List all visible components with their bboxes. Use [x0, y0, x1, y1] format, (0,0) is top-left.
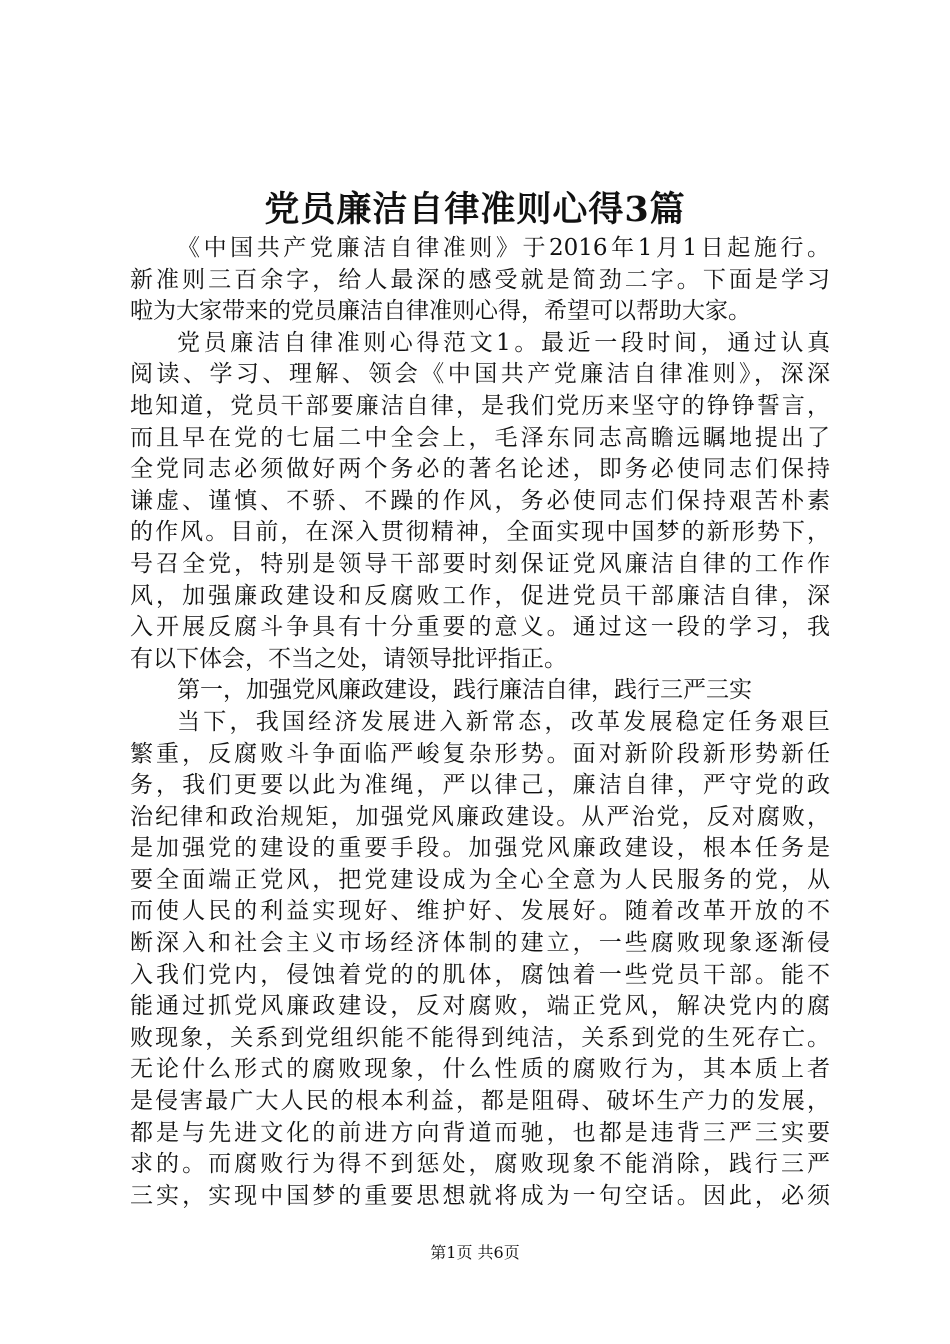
paragraph-line: 求的。而腐败行为得不到惩处，腐败现象不能消除，践行三严: [130, 1151, 830, 1178]
paragraph-line: 三实，实现中国梦的重要思想就将成为一句空话。因此，必须: [130, 1182, 830, 1209]
paragraph-line: 阅读、学习、理解、领会《中国共产党廉洁自律准则》，深深: [130, 361, 830, 388]
paragraph-line: 啦为大家带来的党员廉洁自律准则心得，希望可以帮助大家。: [130, 298, 751, 325]
paragraph-line: 是加强党的建设的重要手段。加强党风廉政建设，根本任务是: [130, 835, 830, 862]
paragraph-line: 当下，我国经济发展进入新常态，改革发展稳定任务艰巨: [177, 708, 830, 735]
paragraph-line: 入开展反腐斗争具有十分重要的意义。通过这一段的学习，我: [130, 614, 830, 641]
paragraph-line: 全党同志必须做好两个务必的著名论述，即务必使同志们保持: [130, 456, 830, 483]
paragraph-line: 新准则三百余字，给人最深的感受就是简劲二字。下面是学习: [130, 266, 830, 293]
paragraph-line: 而且早在党的七届二中全会上，毛泽东同志高瞻远瞩地提出了: [130, 424, 830, 451]
paragraph-line: 断深入和社会主义市场经济体制的建立，一些腐败现象逐渐侵: [130, 930, 830, 957]
paragraph-line: 号召全党，特别是领导干部要时刻保证党风廉洁自律的工作作: [130, 550, 830, 577]
document-title: 党员廉洁自律准则心得3篇: [264, 189, 686, 230]
paragraph-line: 而使人民的利益实现好、维护好、发展好。随着改革开放的不: [130, 898, 830, 925]
paragraph-line: 无论什么形式的腐败现象，什么性质的腐败行为，其本质上者: [130, 1056, 830, 1083]
paragraph-line: 谦虚、谨慎、不骄、不躁的作风，务必使同志们保持艰苦朴素: [130, 487, 830, 514]
paragraph-line: 有以下体会，不当之处，请领导批评指正。: [130, 645, 567, 672]
paragraph-line: 败现象，关系到党组织能不能得到纯洁，关系到党的生死存亡。: [130, 1024, 830, 1051]
page-footer: 第1页 共6页: [430, 1243, 520, 1262]
paragraph-line: 是侵害最广大人民的根本利益，都是阻碍、破坏生产力的发展，: [130, 1088, 830, 1115]
paragraph-line: 《中国共产党廉洁自律准则》于2016年1月1日起施行。: [177, 235, 830, 261]
section-heading: 第一，加强党风廉政建设，践行廉洁自律，践行三严三实: [177, 677, 752, 704]
paragraph-line: 能通过抓党风廉政建设，反对腐败，端正党风，解决党内的腐: [130, 993, 830, 1020]
paragraph-line: 治纪律和政治规矩，加强党风廉政建设。从严治党，反对腐败，: [130, 803, 830, 830]
paragraph-line: 地知道，党员干部要廉洁自律，是我们党历来坚守的铮铮誓言，: [130, 392, 830, 419]
paragraph-line: 都是与先进文化的前进方向背道而驰，也都是违背三严三实要: [130, 1119, 830, 1146]
paragraph-line: 的作风。目前，在深入贯彻精神，全面实现中国梦的新形势下，: [130, 519, 830, 546]
paragraph-line: 党员廉洁自律准则心得范文1。最近一段时间，通过认真: [177, 329, 830, 356]
paragraph-line: 入我们党内，侵蚀着党的的肌体，腐蚀着一些党员干部。能不: [130, 961, 830, 988]
paragraph-line: 繁重，反腐败斗争面临严峻复杂形势。面对新阶段新形势新任: [130, 740, 830, 767]
paragraph-line: 务，我们更要以此为准绳，严以律己，廉洁自律，严守党的政: [130, 772, 830, 799]
paragraph-line: 风，加强廉政建设和反腐败工作，促进党员干部廉洁自律，深: [130, 582, 830, 609]
document-body: [130, 233, 830, 1212]
paragraph-line: 要全面端正党风，把党建设成为全心全意为人民服务的党，从: [130, 866, 830, 893]
